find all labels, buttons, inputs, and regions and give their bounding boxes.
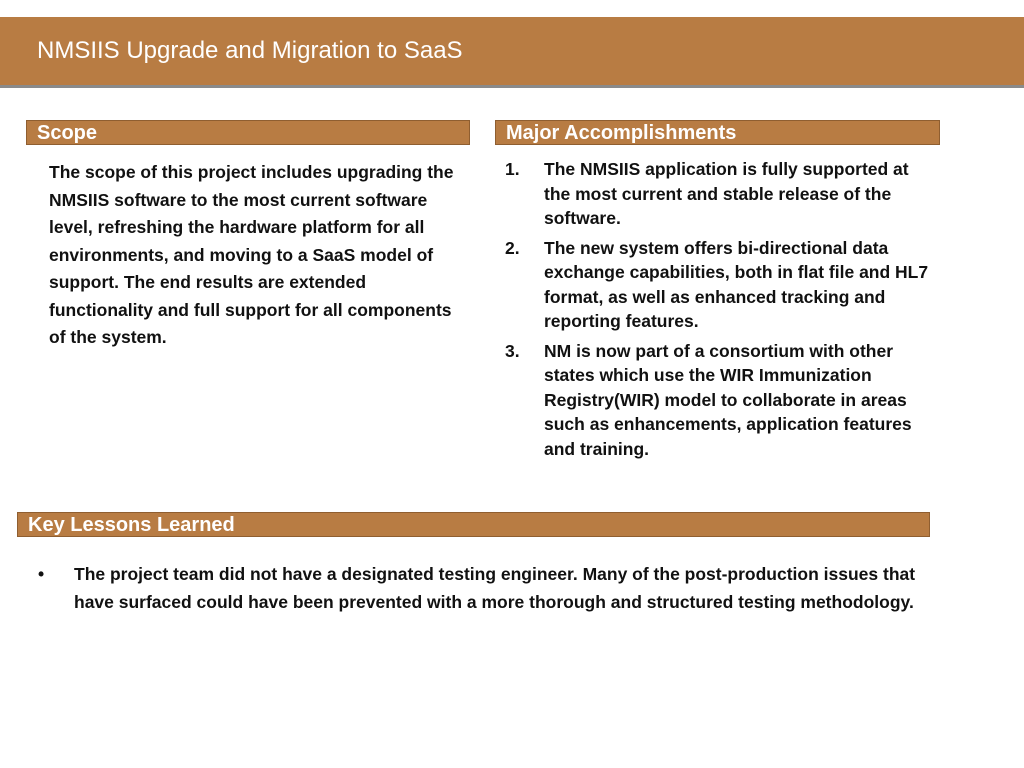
- scope-heading: Scope: [26, 120, 470, 145]
- list-item-number: 1.: [505, 159, 520, 179]
- list-item-text: NM is now part of a consortium with other states which use the WIR Immunization Registry(WIR) model to collaborate in areas such as enhancements, application features and training.: [544, 340, 912, 459]
- lessons-list: [38, 561, 938, 616]
- list-item: [505, 157, 935, 231]
- accomplishments-list: [505, 157, 935, 466]
- list-item: [38, 561, 938, 616]
- lessons-heading: Key Lessons Learned: [17, 512, 930, 537]
- scope-text: The scope of this project includes upgrading the NMSIIS software to the most current software level, refreshing the hardware platform for all environments, and moving to a SaaS model of support. The end results are extended functionality and full support for all components of the system.: [49, 162, 454, 347]
- bullet-icon: •: [38, 564, 45, 584]
- list-item-text: The new system offers bi-directional data exchange capabilities, both in flat file and HL7 format, as well as enhanced tracking and reporting features.: [544, 237, 929, 331]
- list-item-number: 3.: [505, 340, 520, 361]
- list-item: [505, 339, 935, 462]
- accomplishments-heading: Major Accomplishments: [495, 120, 940, 145]
- slide-title: NMSIIS Upgrade and Migration to SaaS: [37, 37, 463, 64]
- title-bar: [0, 17, 1024, 88]
- list-item: [505, 236, 935, 334]
- list-item-number: 2.: [505, 237, 520, 258]
- list-item-text: The project team did not have a designated testing engineer. Many of the post-production issues that have surfaced could have been prevented with a more thorough and structured testing methodology.: [74, 564, 916, 612]
- list-item-text: The NMSIIS application is fully supported at the most current and stable release of the software.: [544, 159, 909, 228]
